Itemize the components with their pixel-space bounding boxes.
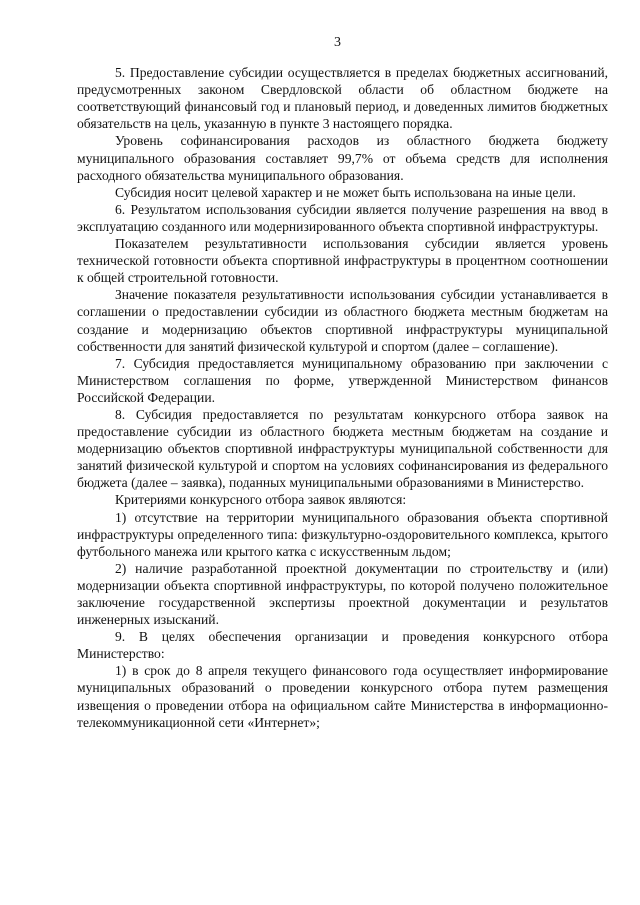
paragraph-7-agreement: 7. Субсидия предоставляется муниципальному образованию при заключении с Министерством соглашения по форме, утвержденной Министерством финансов Российской Федерации. — [77, 355, 608, 405]
paragraph-9-organization: 9. В целях обеспечения организации и проведения конкурсного отбора Министерство: — [77, 629, 608, 662]
paragraph-cofinancing-level: Уровень софинансирования расходов из областного бюджета бюджету муниципального образования составляет 99,7% от объема средств для исполнения расходного обязательства муниципального образования. — [77, 133, 608, 183]
paragraph-criteria-heading: Критериями конкурсного отбора заявок являются: — [115, 492, 407, 508]
paragraph-indicator-value: Значение показателя результативности использования субсидии устанавливается в соглашении о предоставлении субсидии из областного бюджета местным бюджетам на создание и модернизацию объектов спортивной инфраструктуры муниципальной собственности для занятий физической культурой и спортом (далее – соглашение). — [77, 287, 608, 354]
page-number: 3 — [334, 35, 341, 50]
paragraph-6-result: 6. Результатом использования субсидии является получение разрешения на ввод в эксплуатацию созданного или модернизированного объекта спортивной инфраструктуры. — [77, 201, 608, 234]
paragraph-5-budget-limits: 5. Предоставление субсидии осуществляется в пределах бюджетных ассигнований, предусмотренных законом Свердловской области об областном бюджете на соответствующий финансовый год и плановый период, и доведенных лимитов бюджетных обязательств на цель, указанную в пункте 3 настоящего порядка. — [77, 65, 608, 132]
paragraph-targeted-purpose: Субсидия носит целевой характер и не может быть использована на иные цели. — [115, 184, 576, 200]
paragraph-performance-indicator: Показателем результативности использования субсидии является уровень технической готовности объекта спортивной инфраструктуры в процентном соотношении к общей строительной готовности. — [77, 236, 608, 286]
paragraph-criterion-2: 2) наличие разработанной проектной документации по строительству и (или) модернизации объекта спортивной инфраструктуры, по которой получено положительное заключение государственной экспертизы проектной документации и результатов инженерных изысканий. — [77, 560, 608, 628]
paragraph-8-competitive-selection: 8. Субсидия предоставляется по результатам конкурсного отбора заявок на предоставление субсидии из областного бюджета местным бюджетам на создание и модернизацию объектов спортивной инфраструктуры муниципальной собственности для занятий физической культурой и спортом на условиях софинансирования из федерального бюджета (далее – заявка), поданных муниципальными образованиями в Министерство. — [77, 406, 608, 491]
paragraph-9-item-1: 1) в срок до 8 апреля текущего финансового года осуществляет информирование муниципальных образований о проведении конкурсного отбора путем размещения извещения о проведении отбора на официальном сайте Министерства в информационно-телекоммуникационной сети «Интернет»; — [77, 663, 608, 730]
paragraph-criterion-1: 1) отсутствие на территории муниципального образования объекта спортивной инфраструктуры определенного типа: физкультурно-оздоровительного комплекса, крытого футбольного манежа или крытого катка с искусственным льдом; — [77, 509, 608, 559]
